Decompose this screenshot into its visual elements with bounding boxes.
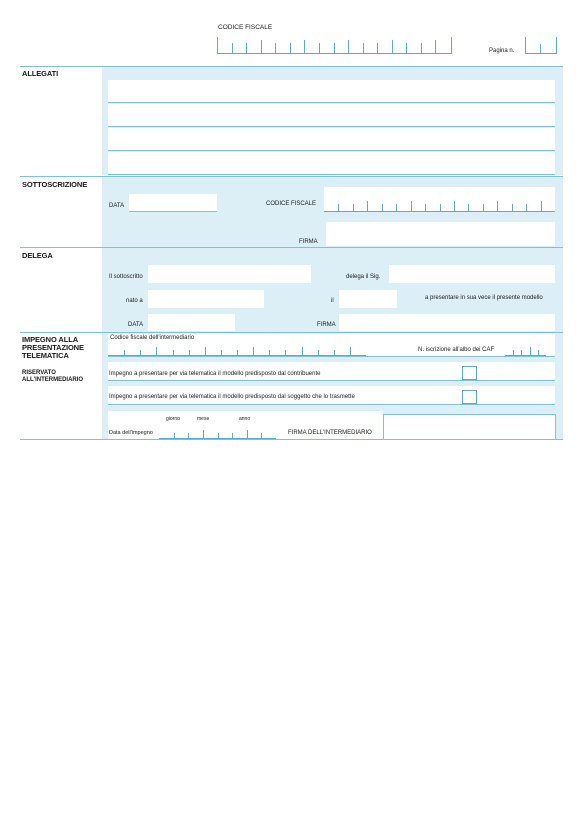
header-cf-tick xyxy=(363,43,364,53)
iscrizione-baseline xyxy=(505,355,546,356)
header-cf-tick xyxy=(232,43,233,53)
sottoscrizione-cf-tick xyxy=(468,204,469,211)
giorno-label: giorno xyxy=(166,416,180,422)
impegno-cf-tick xyxy=(350,347,351,356)
iscrizione-tick xyxy=(530,347,531,356)
delega-firma-label: FIRMA xyxy=(317,322,336,328)
impegno-cf-tick xyxy=(205,347,206,356)
delega-firma-field[interactable] xyxy=(339,314,555,331)
sottoscrizione-data-field[interactable] xyxy=(129,194,217,212)
riservato-1: RISERVATO xyxy=(22,370,56,376)
sottoscrizione-cf-tick xyxy=(338,204,339,211)
impegno-cf-tick xyxy=(285,350,286,356)
sottoscrizione-cf-tick xyxy=(483,204,484,211)
sottoscrizione-cf-tick xyxy=(425,204,426,211)
delega-title: DELEGA xyxy=(22,251,53,260)
data-impegno-tick xyxy=(218,433,219,439)
allegati-line-1[interactable] xyxy=(108,80,555,103)
header-cf-tick xyxy=(392,40,393,53)
data-impegno-tick xyxy=(203,430,204,439)
impegno-contribuente-checkbox[interactable] xyxy=(462,366,477,380)
impegno-cf-label: Codice fiscale dell'intermediario xyxy=(110,335,195,341)
sottoscrizione-cf-tick xyxy=(382,204,383,211)
sottoscrizione-cf-tick xyxy=(367,201,368,211)
impegno-title-3: TELEMATICA xyxy=(22,351,69,360)
header-codice-fiscale-label: CODICE FISCALE xyxy=(218,24,273,31)
delega-il-field[interactable] xyxy=(339,290,397,308)
impegno-cf-tick xyxy=(140,350,141,356)
delega-data-field[interactable] xyxy=(148,314,235,331)
delega-sottoscritto-field[interactable] xyxy=(148,265,311,283)
sottoscrizione-cf-tick xyxy=(541,201,542,211)
riservato-2: ALL'INTERMEDIARIO xyxy=(22,377,84,383)
sottoscrizione-cf-tick xyxy=(353,204,354,211)
delega-data-label: DATA xyxy=(128,322,144,328)
header-cf-tick xyxy=(275,43,276,53)
sottoscrizione-cf-tick xyxy=(396,204,397,211)
delega-sig-label: delega il Sig. xyxy=(346,274,381,280)
allegati-line-2[interactable] xyxy=(108,104,555,127)
sottoscrizione-cf-tick xyxy=(440,204,441,211)
header-cf-tick xyxy=(246,43,247,53)
data-impegno-tick xyxy=(247,430,248,439)
impegno-data-label: Data dell'impegno xyxy=(109,430,153,436)
sottoscrizione-firma-label: FIRMA xyxy=(299,239,318,245)
allegati-line-3[interactable] xyxy=(108,128,555,151)
pagina-divider xyxy=(540,44,541,53)
impegno-title-2: PRESENTAZIONE xyxy=(22,343,84,352)
sottoscrizione-cf-tick xyxy=(526,204,527,211)
iscrizione-tick xyxy=(521,350,522,356)
impegno-cf-tick xyxy=(189,350,190,356)
header-cf-tick xyxy=(319,43,320,53)
delega-sottoscritto-label: Il sottoscritto xyxy=(109,274,143,280)
impegno-cf-tick xyxy=(156,347,157,356)
firma-intermediario-field[interactable] xyxy=(383,414,556,440)
iscrizione-tick xyxy=(513,350,514,356)
sottoscrizione-cf-tick xyxy=(454,201,455,211)
sottoscrizione-data-label: DATA xyxy=(109,203,125,209)
impegno-cf-tick xyxy=(124,350,125,356)
header-cf-tick xyxy=(290,43,291,53)
allegati-line-4[interactable] xyxy=(108,152,555,175)
data-impegno-tick xyxy=(261,433,262,439)
delega-presentare-label: a presentare in sua vece il presente modello xyxy=(425,295,543,301)
header-cf-tick xyxy=(435,40,436,53)
impegno-cf-tick xyxy=(221,350,222,356)
header-cf-tick xyxy=(334,43,335,53)
header-cf-tick xyxy=(261,40,262,53)
allegati-title: ALLEGATI xyxy=(22,69,59,78)
sottoscrizione-cf-tick xyxy=(411,201,412,211)
delega-nato-a-label: nato a xyxy=(126,298,143,304)
firma-intermediario-label: FIRMA DELL'INTERMEDIARIO xyxy=(288,430,372,436)
header-cf-tick xyxy=(377,43,378,53)
impegno-cf-tick xyxy=(302,347,303,356)
mese-label: mese xyxy=(197,416,210,422)
delega-il-label: il xyxy=(331,298,334,304)
sottoscrizione-title: SOTTOSCRIZIONE xyxy=(22,180,88,189)
data-impegno-tick xyxy=(188,433,189,439)
impegno-title-1: IMPEGNO ALLA xyxy=(22,335,79,344)
data-impegno-tick xyxy=(174,433,175,439)
impegno-soggetto-label: Impegno a presentare per via telematica il modello predisposto dal soggetto che lo trasmette xyxy=(109,394,355,400)
impegno-iscrizione-label: N. iscrizione all'albo dei CAF xyxy=(418,347,495,353)
sottoscrizione-cf-tick xyxy=(497,201,498,211)
iscrizione-tick xyxy=(538,350,539,356)
header-cf-tick xyxy=(406,43,407,53)
sottoscrizione-firma-field[interactable] xyxy=(326,222,555,246)
header-cf-tick xyxy=(304,40,305,53)
header-cf-tick xyxy=(421,43,422,53)
impegno-cf-tick xyxy=(237,350,238,356)
impegno-bottom-rule xyxy=(20,439,563,440)
anno-label: anno xyxy=(239,416,251,422)
delega-nato-a-field[interactable] xyxy=(148,290,264,308)
sottoscrizione-cf-tick xyxy=(512,204,513,211)
impegno-cf-tick xyxy=(334,350,335,356)
impegno-cf-tick xyxy=(318,350,319,356)
impegno-cf-tick xyxy=(173,350,174,356)
impegno-cf-tick xyxy=(253,347,254,356)
impegno-cf-tick xyxy=(269,350,270,356)
sottoscrizione-cf-label: CODICE FISCALE xyxy=(266,201,317,207)
header-pagina-label: Pagina n. xyxy=(489,48,515,54)
delega-sig-field[interactable] xyxy=(389,265,555,283)
data-impegno-tick xyxy=(232,433,233,439)
impegno-contribuente-label: Impegno a presentare per via telematica il modello predisposto dal contribuente xyxy=(109,371,321,377)
impegno-soggetto-checkbox[interactable] xyxy=(462,390,477,404)
header-cf-tick xyxy=(348,40,349,53)
header-pagina-field[interactable] xyxy=(525,37,557,54)
